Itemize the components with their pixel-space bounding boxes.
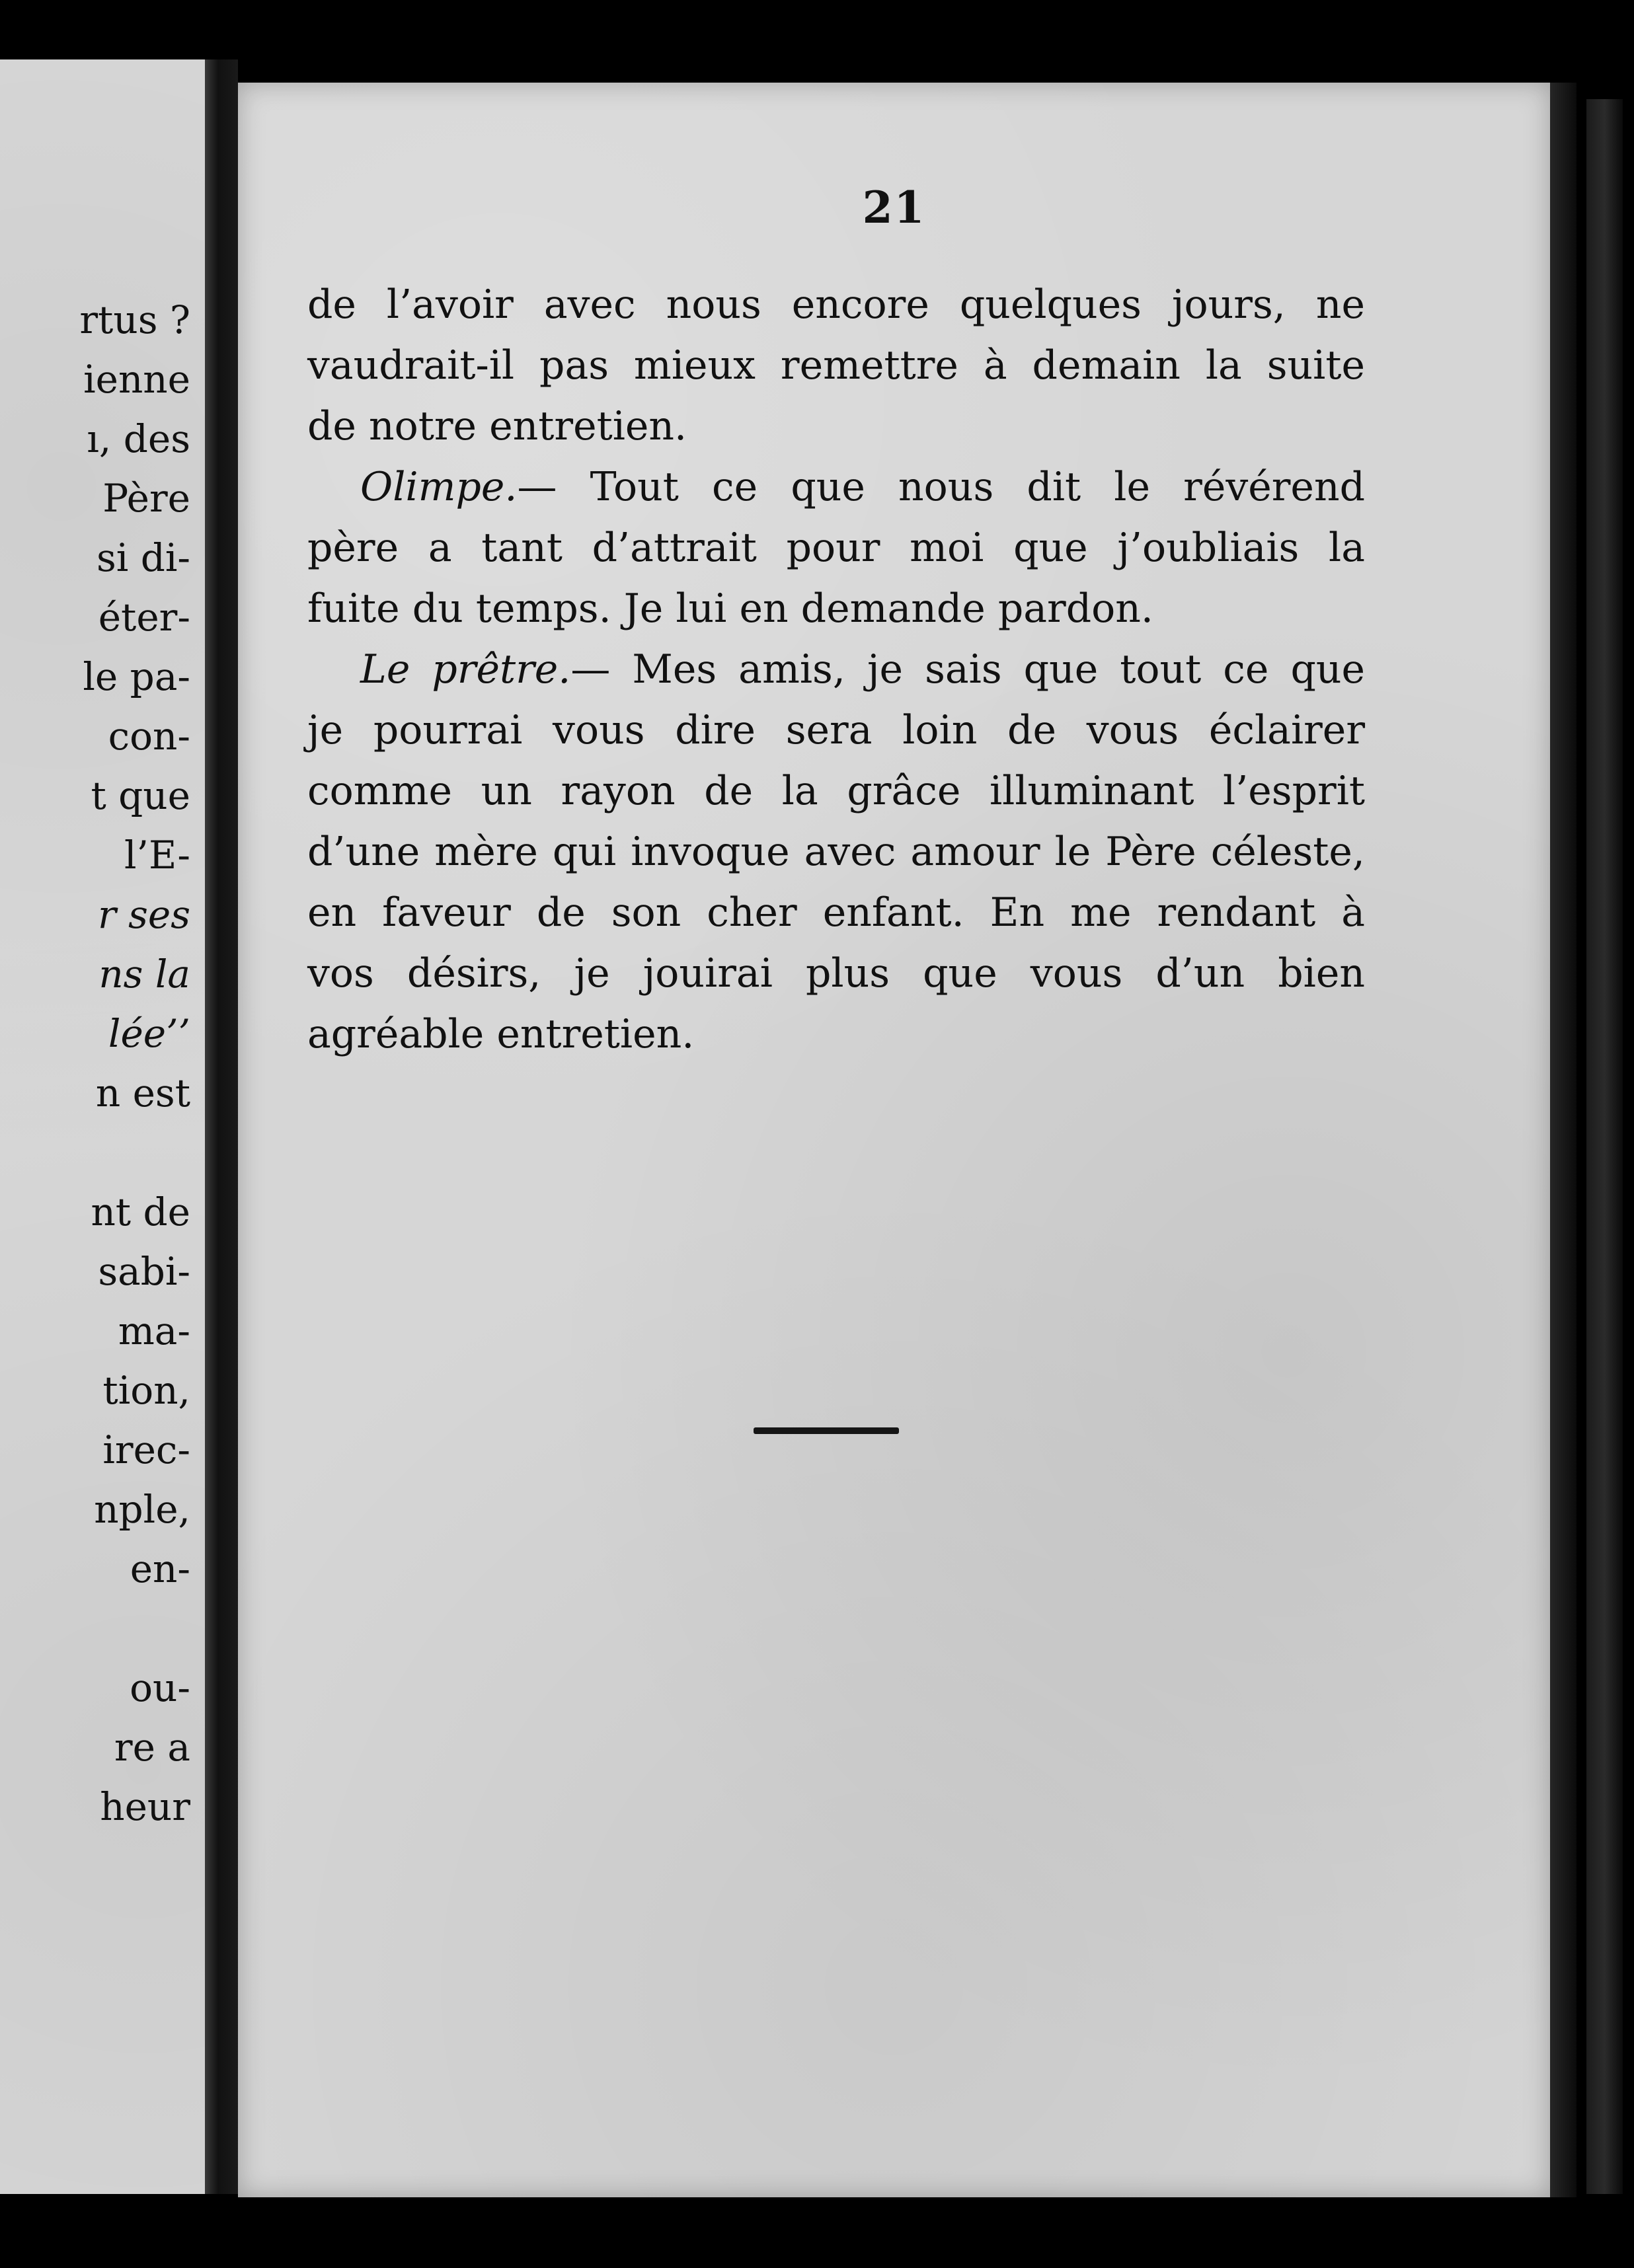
left-page-line: nt de: [91, 1190, 190, 1234]
end-of-section-rule: [754, 1427, 899, 1434]
text-line: agréable entretien.: [307, 1011, 695, 1057]
left-page-line: en-: [130, 1546, 190, 1591]
speech-text: — Mes amis, je sais que tout ce que: [570, 646, 1365, 693]
main-page: [238, 83, 1550, 2197]
left-page-line: re a: [114, 1725, 190, 1770]
left-page-line: ienne: [83, 357, 190, 402]
speech-text: — Tout ce que nous dit le révérend: [517, 464, 1365, 510]
left-page-line: tion,: [102, 1368, 190, 1413]
left-page-line: ns la: [98, 952, 190, 997]
left-page-line: si di-: [96, 535, 190, 580]
left-page-line: sabi-: [98, 1249, 190, 1294]
text-line: d’une mère qui invoque avec amour le Père céleste,: [307, 829, 1365, 875]
text-line-with-speaker: [307, 457, 1365, 517]
text-line: de notre entretien.: [307, 403, 687, 449]
left-page-line: le pa-: [83, 654, 190, 699]
left-page-line: nple,: [94, 1487, 190, 1532]
page-number: 21: [862, 182, 926, 233]
text-line: de l’avoir avec nous encore quelques jours, ne: [307, 282, 1365, 328]
left-page-line: ma-: [118, 1308, 190, 1353]
left-page-line: ou-: [130, 1665, 190, 1710]
speaker-name: Le prêtre.: [360, 646, 571, 693]
left-page-line: lée’’: [108, 1011, 190, 1056]
left-page-line: ı, des: [87, 416, 190, 461]
text-line: vos désirs, je jouirai plus que vous d’un bien: [307, 950, 1365, 997]
paragraph-2: [307, 457, 1365, 639]
binding-edge: [1586, 99, 1623, 2194]
left-page-line: n est: [95, 1071, 190, 1115]
left-page-line: Père: [102, 476, 190, 521]
text-line-with-speaker: [307, 639, 1365, 700]
paragraph-3: [307, 639, 1365, 1065]
left-page-line: l’E-: [124, 833, 190, 878]
page-body: [307, 274, 1365, 1065]
text-line: je pourrai vous dire sera loin de vous éclairer: [307, 707, 1365, 753]
left-facing-page: [0, 59, 205, 2194]
left-page-line: t que: [91, 773, 190, 818]
left-page-line: r ses: [97, 892, 190, 937]
left-page-line: heur: [100, 1784, 190, 1829]
left-page-line: rtus ?: [79, 297, 190, 342]
left-page-line: con-: [108, 714, 190, 759]
book-gutter: [205, 59, 238, 2194]
page-edge-shadow: [1550, 83, 1576, 2197]
text-line: père a tant d’attrait pour moi que j’oubliais la: [307, 525, 1365, 571]
left-page-line: irec-: [102, 1427, 190, 1472]
text-line: fuite du temps. Je lui en demande pardon.: [307, 586, 1153, 632]
paragraph-1: [307, 274, 1365, 457]
text-line: comme un rayon de la grâce illuminant l’esprit: [307, 768, 1365, 814]
left-page-line: éter-: [98, 595, 190, 640]
text-line: vaudrait-il pas mieux remettre à demain la suite: [307, 342, 1365, 389]
text-line: en faveur de son cher enfant. En me rendant à: [307, 889, 1365, 936]
speaker-name: Olimpe.: [360, 464, 518, 510]
